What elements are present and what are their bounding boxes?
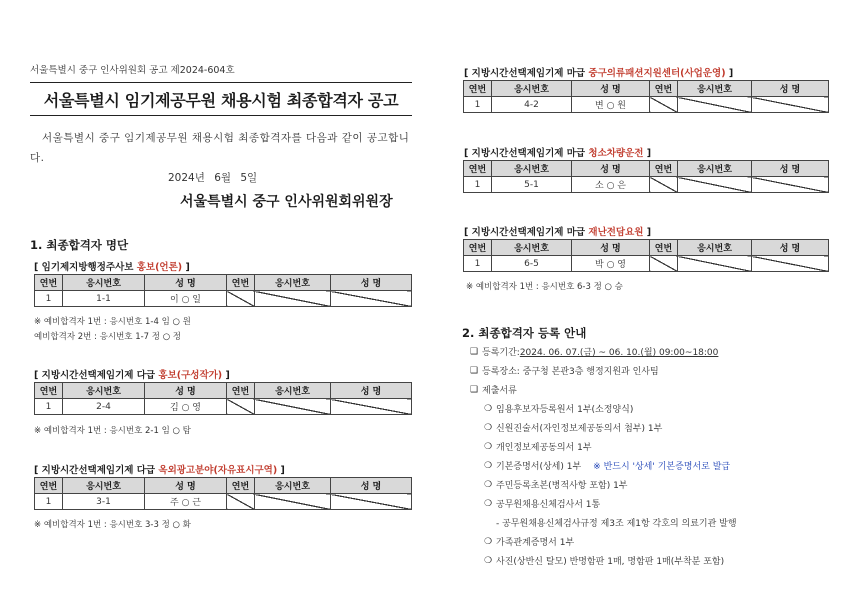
col-header: 응시번호	[678, 81, 752, 97]
reserve-note: ※ 예비합격자 1번 : 응시번호 2-1 임 ○ 탐	[34, 426, 191, 436]
col-header: 응시번호	[678, 161, 752, 177]
notice-date: 2024년 6월 5일	[168, 172, 258, 184]
table-row	[464, 97, 829, 113]
col-header: 연번	[227, 383, 255, 399]
result-table	[34, 477, 412, 510]
cell-name: 박 ○ 영	[572, 256, 650, 272]
doc-item: 기본증명서(상세) 1부	[496, 462, 582, 472]
group-prefix: [ 지방시간선택제임기제 마급	[464, 68, 589, 79]
list-item	[470, 456, 830, 475]
doc-item: 가족관계증명서 1부	[496, 538, 575, 548]
col-header: 성 명	[331, 478, 412, 494]
col-header: 응시번호	[492, 81, 572, 97]
circle-bullet-icon: ❍	[484, 460, 493, 471]
col-header: 성 명	[145, 383, 227, 399]
col-header: 응시번호	[492, 161, 572, 177]
col-header: 성 명	[572, 240, 650, 256]
col-header: 성 명	[572, 161, 650, 177]
col-header: 응시번호	[678, 240, 752, 256]
title-box	[30, 82, 412, 116]
place-text: 등록장소: 중구청 본관3층 행정지원과 인사팀	[482, 367, 659, 377]
col-header: 성 명	[145, 478, 227, 494]
result-table	[463, 239, 829, 272]
empty-cell	[331, 399, 412, 415]
registration-list	[470, 342, 830, 570]
signer: 서울특별시 중구 인사위원회위원장	[180, 194, 393, 210]
cell-exam: 2-4	[63, 399, 145, 415]
empty-cell	[255, 291, 331, 307]
page-title: 서울특별시 임기제공무원 채용시험 최종합격자 공고	[43, 90, 399, 110]
col-header: 응시번호	[63, 383, 145, 399]
group-prefix: [ 지방시간선택제임기제 다급	[34, 370, 159, 381]
col-header: 연번	[227, 478, 255, 494]
table-row	[464, 177, 829, 193]
section2-heading: 2. 최종합격자 등록 안내	[462, 326, 587, 340]
group-title	[34, 462, 285, 476]
table-row	[35, 399, 412, 415]
group-prefix: [ 지방시간선택제임기제 마급	[464, 227, 589, 238]
group-suffix: ]	[643, 148, 652, 159]
cell-no: 1	[464, 177, 492, 193]
list-item	[470, 475, 830, 494]
col-header: 응시번호	[63, 478, 145, 494]
group-prefix: [ 지방시간선택제임기제 마급	[464, 148, 589, 159]
cell-name: 변 ○ 원	[572, 97, 650, 113]
group-title	[464, 224, 651, 238]
empty-cell	[678, 177, 752, 193]
square-bullet-icon: ❑	[470, 384, 479, 395]
table-row	[35, 494, 412, 510]
table-row	[35, 291, 412, 307]
intro-text: 서울특별시 중구 임기제공무원 채용시험 최종합격자를 다음과 같이 공고합니다.	[30, 132, 410, 164]
group-suffix: ]	[277, 465, 285, 476]
circle-bullet-icon: ❍	[484, 536, 493, 547]
col-header: 연번	[650, 161, 678, 177]
result-table	[463, 80, 829, 113]
circle-bullet-icon: ❍	[484, 422, 493, 433]
empty-cell	[331, 291, 412, 307]
group-suffix: ]	[643, 227, 652, 238]
square-bullet-icon: ❑	[470, 365, 479, 376]
empty-cell	[227, 399, 255, 415]
list-item	[470, 418, 830, 437]
list-item	[470, 361, 830, 380]
col-header: 성 명	[331, 383, 412, 399]
group-title	[464, 65, 733, 79]
doc-warning: ※ 반드시 '상세' 기본증명서로 발급	[593, 462, 731, 472]
empty-cell	[752, 177, 829, 193]
list-item	[470, 399, 830, 418]
list-item	[470, 437, 830, 456]
cell-no: 1	[35, 494, 63, 510]
col-header: 연번	[464, 161, 492, 177]
group-suffix: ]	[182, 262, 190, 273]
cell-exam: 6-5	[492, 256, 572, 272]
empty-cell	[650, 256, 678, 272]
group-prefix: [ 임기제지방행정주사보	[34, 262, 137, 273]
col-header: 응시번호	[255, 383, 331, 399]
col-header: 연번	[35, 478, 63, 494]
col-header: 연번	[464, 240, 492, 256]
col-header: 연번	[35, 383, 63, 399]
empty-cell	[752, 256, 829, 272]
docs-label: 제출서류	[482, 386, 517, 396]
col-header: 연번	[650, 81, 678, 97]
period-value: 2024. 06. 07.(금) ~ 06. 10.(월) 09:00~18:00	[519, 348, 719, 358]
col-header: 성 명	[572, 81, 650, 97]
group-prefix: [ 지방시간선택제임기제 다급	[34, 465, 159, 476]
cell-no: 1	[464, 97, 492, 113]
group-field: 재난전담요원	[588, 227, 644, 238]
list-item	[470, 551, 830, 570]
circle-bullet-icon: ❍	[484, 498, 493, 509]
list-item	[470, 342, 830, 361]
list-item	[470, 494, 830, 513]
col-header: 응시번호	[255, 275, 331, 291]
empty-cell	[650, 97, 678, 113]
group-field: 홍보(구성작가)	[158, 370, 223, 381]
empty-cell	[331, 494, 412, 510]
col-header: 성 명	[752, 161, 829, 177]
group-field: 옥외광고분야(자유표시구역)	[158, 465, 278, 476]
cell-no: 1	[35, 399, 63, 415]
col-header: 성 명	[331, 275, 412, 291]
doc-item: 사진(상반신 탈모) 반명함판 1매, 명함판 1매(부착분 포함)	[496, 557, 725, 567]
section1-heading: 1. 최종합격자 명단	[30, 238, 129, 252]
circle-bullet-icon: ❍	[484, 441, 493, 452]
col-header: 성 명	[752, 240, 829, 256]
result-table	[34, 274, 412, 307]
list-item	[470, 380, 830, 399]
empty-cell	[255, 494, 331, 510]
empty-cell	[678, 97, 752, 113]
group-field: 홍보(언론)	[136, 262, 183, 273]
doc-item: 주민등록초본(병적사항 포함) 1부	[496, 481, 628, 491]
empty-cell	[227, 291, 255, 307]
reserve-note: ※ 예비합격자 1번 : 응시번호 6-3 정 ○ 승	[466, 282, 623, 292]
result-table	[34, 382, 412, 415]
col-header: 성 명	[145, 275, 227, 291]
group-title	[34, 259, 190, 273]
reserve-note: ※ 예비합격자 1번 : 응시번호 3-3 정 ○ 화	[34, 520, 191, 530]
square-bullet-icon: ❑	[470, 346, 479, 357]
result-table	[463, 160, 829, 193]
cell-exam: 3-1	[63, 494, 145, 510]
reserve-note: 예비합격자 2번 : 응시번호 1-7 정 ○ 정	[34, 332, 182, 342]
cell-no: 1	[464, 256, 492, 272]
group-title	[464, 145, 651, 159]
cell-no: 1	[35, 291, 63, 307]
circle-bullet-icon: ❍	[484, 479, 493, 490]
doc-item: 개인정보제공동의서 1부	[496, 443, 592, 453]
group-suffix: ]	[725, 68, 734, 79]
col-header: 응시번호	[492, 240, 572, 256]
notice-number: 서울특별시 중구 인사위원회 공고 제2024-604호	[30, 65, 235, 76]
circle-bullet-icon: ❍	[484, 403, 493, 414]
doc-sub-note: - 공무원채용신체검사규정 제3조 제1항 각호의 의료기관 발행	[496, 519, 737, 529]
list-item	[470, 513, 830, 532]
cell-exam: 5-1	[492, 177, 572, 193]
group-field: 중구의류패션지원센터(사업운영)	[588, 68, 726, 79]
col-header: 연번	[464, 81, 492, 97]
circle-bullet-icon: ❍	[484, 555, 493, 566]
empty-cell	[650, 177, 678, 193]
cell-name: 소 ○ 은	[572, 177, 650, 193]
col-header: 연번	[650, 240, 678, 256]
doc-item: 임용후보자등록원서 1부(소정양식)	[496, 405, 634, 415]
col-header: 응시번호	[255, 478, 331, 494]
empty-cell	[255, 399, 331, 415]
group-field: 청소차량운전	[588, 148, 644, 159]
col-header: 응시번호	[63, 275, 145, 291]
col-header: 연번	[227, 275, 255, 291]
empty-cell	[678, 256, 752, 272]
cell-name: 김 ○ 영	[145, 399, 227, 415]
table-row	[464, 256, 829, 272]
doc-item: 공무원채용신체검사서 1통	[496, 500, 601, 510]
cell-name: 주 ○ 근	[145, 494, 227, 510]
list-item	[470, 532, 830, 551]
reserve-note: ※ 예비합격자 1번 : 응시번호 1-4 임 ○ 원	[34, 317, 191, 327]
group-title	[34, 367, 230, 381]
doc-item: 신원진술서(자인정보제공동의서 첨부) 1부	[496, 424, 663, 434]
cell-name: 이 ○ 일	[145, 291, 227, 307]
empty-cell	[752, 97, 829, 113]
col-header: 성 명	[752, 81, 829, 97]
cell-exam: 4-2	[492, 97, 572, 113]
group-suffix: ]	[222, 370, 230, 381]
empty-cell	[227, 494, 255, 510]
cell-exam: 1-1	[63, 291, 145, 307]
col-header: 연번	[35, 275, 63, 291]
period-label: 등록기간:	[482, 348, 520, 358]
